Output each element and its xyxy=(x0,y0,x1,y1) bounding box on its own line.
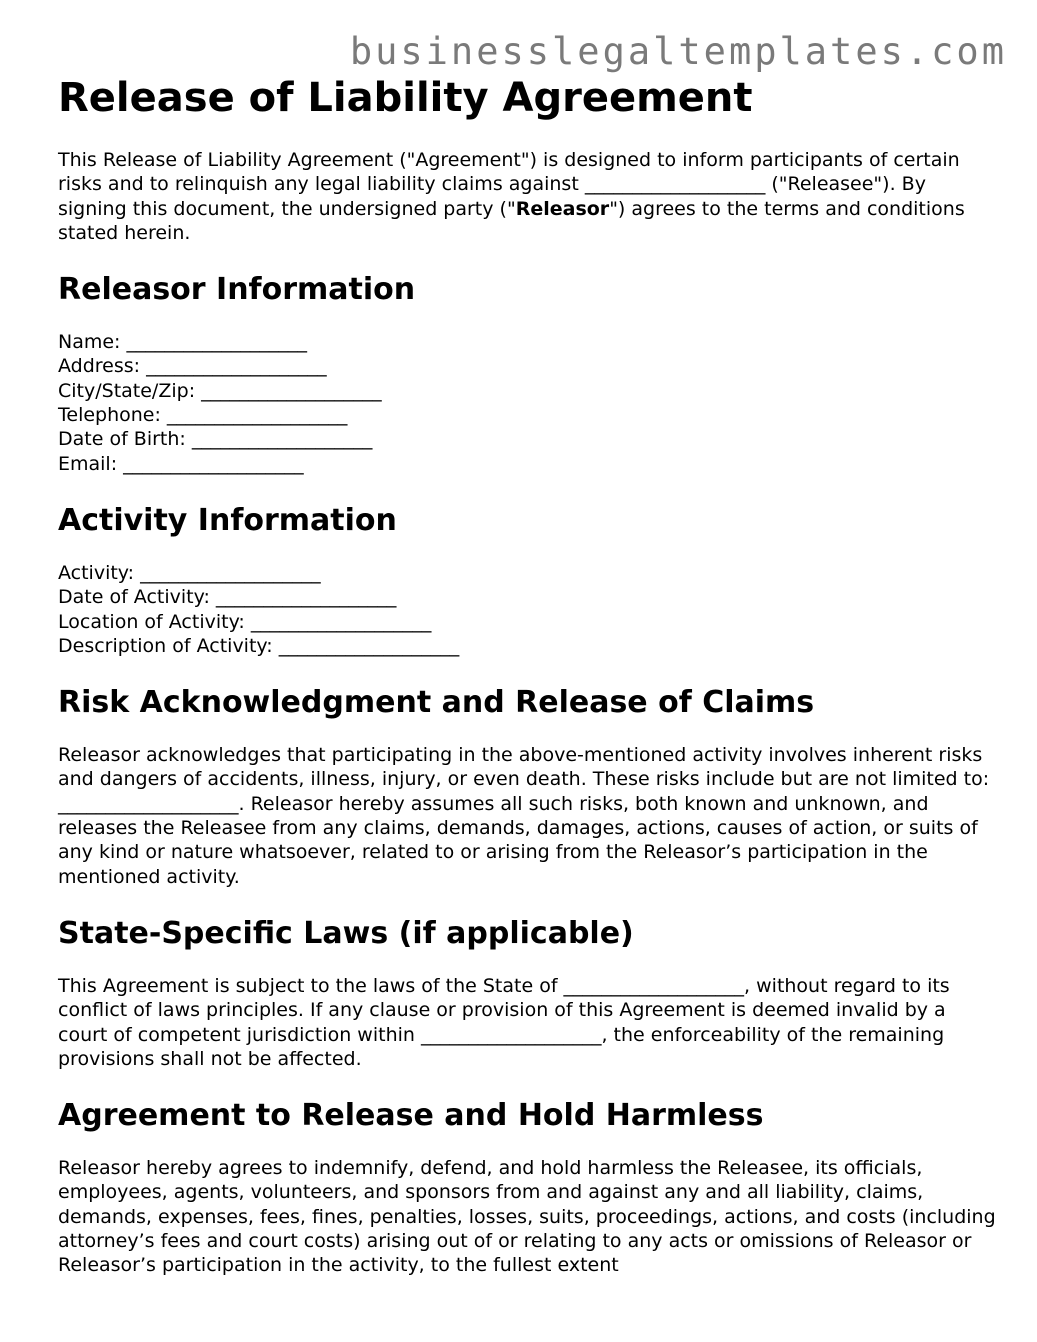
activity-heading: Activity Information xyxy=(58,502,397,538)
hold-harmless-heading: Agreement to Release and Hold Harmless xyxy=(58,1098,764,1134)
intro-paragraph xyxy=(58,148,998,245)
field-address[interactable]: Address: ___________________ xyxy=(58,355,327,378)
releasor-heading: Releasor Information xyxy=(58,272,416,308)
releasor-fields xyxy=(58,326,998,476)
state-heading: State-Specific Laws (if applicable) xyxy=(58,915,634,951)
hold-harmless-paragraph: Releasor hereby agrees to indemnify, defend, and hold harmless the Releasee, its officials, employees, agents, volunteers, and sponsors from and against any and all liability, claims, demands, expenses, fees, fines, penalties, losses, suits, proceedings, actions, and costs (including attorney’s fees and court costs) arising out of or relating to any acts or omissions of Releasor or Releasor’s participation in the activity, to the fullest extent xyxy=(58,1157,996,1277)
document-page xyxy=(58,74,998,1278)
field-location-of-activity[interactable]: Location of Activity: ___________________ xyxy=(58,610,432,633)
intro-text-2: ") agrees to the terms and conditions stated herein. xyxy=(58,197,965,244)
risk-heading: Risk Acknowledgment and Release of Claims xyxy=(58,685,815,721)
field-date-of-activity[interactable]: Date of Activity: ___________________ xyxy=(58,586,397,609)
activity-fields xyxy=(58,557,998,658)
risk-paragraph: Releasor acknowledges that participating in the above-mentioned activity involves inherent risks and dangers of accidents, illness, injury, or even death. These risks include but are not limited to: ___________________. Releasor hereby assumes all such risks, both known and unknown, and releases the Releasee from any claims, demands, damages, actions, causes of action, or suits of any kind or nature whatsoever, related to or arising from the Releasor’s participation in the mentioned activity. xyxy=(58,744,990,888)
field-name[interactable]: Name: ___________________ xyxy=(58,331,307,354)
state-paragraph: This Agreement is subject to the laws of the State of ___________________, without regard to its conflict of laws principles. If any clause or provision of this Agreement is deemed invalid by a court of competent jurisdiction within ___________________, the enforceability of the remaining provisions shall not be affected. xyxy=(58,974,950,1070)
releasor-section xyxy=(58,272,998,476)
field-activity[interactable]: Activity: ___________________ xyxy=(58,561,321,584)
intro-text-1: This Release of Liability Agreement ("Agreement") is designed to inform participants of certain risks and to relinquish any legal liability claims against ___________________ ("Releasee"). By signing this document, the undersigned party (" xyxy=(58,149,960,220)
document-title: Release of Liability Agreement xyxy=(58,75,753,121)
field-telephone[interactable]: Telephone: ___________________ xyxy=(58,404,348,427)
hold-harmless-section xyxy=(58,1098,998,1277)
watermark: businesslegaltemplates.com xyxy=(349,30,1007,73)
risk-section xyxy=(58,685,998,889)
state-section xyxy=(58,916,998,1071)
field-date-of-birth[interactable]: Date of Birth: ___________________ xyxy=(58,428,373,451)
field-description-of-activity[interactable]: Description of Activity: ___________________ xyxy=(58,634,460,657)
field-email[interactable]: Email: ___________________ xyxy=(58,452,304,475)
intro-bold-term: Releasor xyxy=(515,197,610,220)
activity-section xyxy=(58,503,998,658)
field-city-state-zip[interactable]: City/State/Zip: ___________________ xyxy=(58,379,382,402)
